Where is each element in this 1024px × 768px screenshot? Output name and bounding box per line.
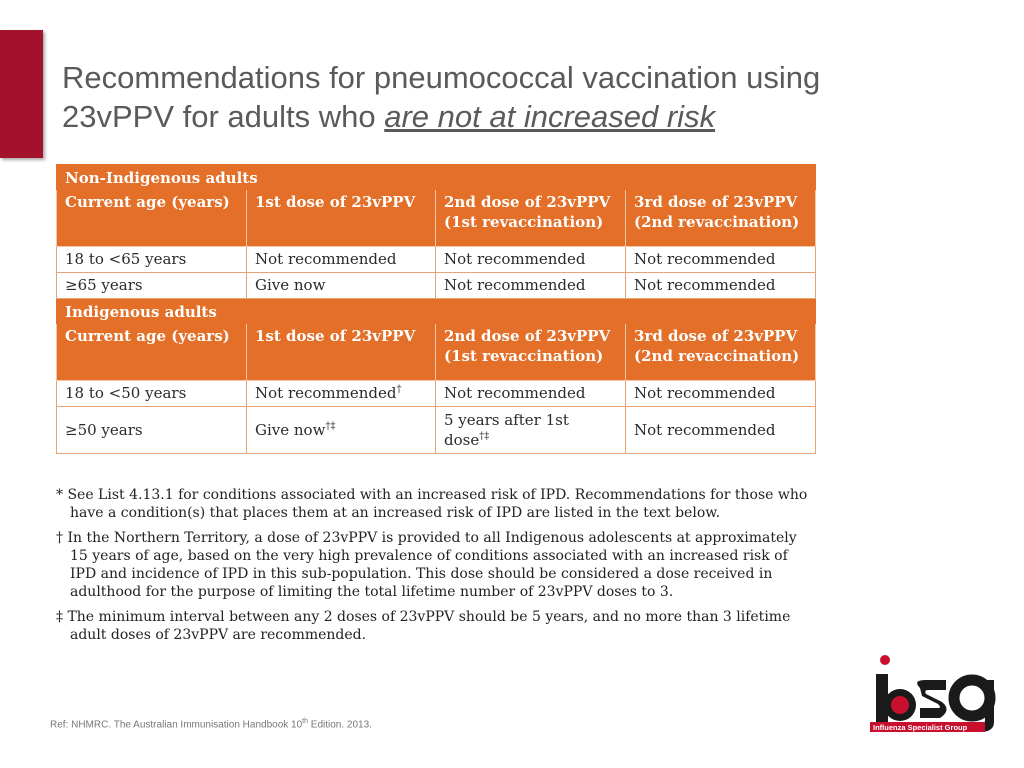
- vaccination-table: [56, 164, 816, 454]
- table-row: [57, 381, 816, 407]
- age-cell: ≥50 years: [57, 407, 247, 454]
- title-accent-bar: [0, 30, 43, 158]
- footnote-mark: †: [396, 384, 402, 395]
- column-header: 1st dose of 23vPPV: [247, 324, 436, 381]
- dose-3-cell: Not recommended: [626, 381, 816, 407]
- title-line-2: 23vPPV for adults who: [62, 99, 385, 134]
- dose-2-cell: [436, 381, 626, 407]
- dose-1-cell: [247, 381, 436, 407]
- column-header: Current age (years): [57, 190, 247, 247]
- reference-text-end: Edition. 2013.: [308, 719, 372, 731]
- dose-3-cell: Not recommended: [626, 407, 816, 454]
- column-header: 2nd dose of 23vPPV (1st revaccination): [436, 324, 626, 381]
- footnote-mark: †‡: [325, 421, 336, 432]
- reference-ordinal: th: [302, 718, 308, 725]
- dose-1-cell: [247, 273, 436, 299]
- title-emphasis: are not at increased risk: [384, 99, 716, 134]
- isg-logo: [860, 650, 1015, 740]
- dose-1-value: Not recommended: [255, 384, 397, 402]
- dose-2-value: Not recommended: [444, 276, 586, 294]
- age-cell: ≥65 years: [57, 273, 247, 299]
- slide-title: [62, 58, 962, 136]
- column-header: 1st dose of 23vPPV: [247, 190, 436, 247]
- footnote: † In the Northern Territory, a dose of 23vPPV is provided to all Indigenous adolescents at approximately 15 years of age, based on the very high prevalence of conditions associated with an increased risk of IPD and incidence of IPD in this sub-population. This dose should be considered a dose received in adulthood for the purpose of limiting the total lifetime number of 23vPPV doses to 3.: [56, 530, 797, 600]
- reference-citation: [50, 718, 372, 730]
- dose-2-cell: [436, 407, 626, 454]
- logo-dot-icon: [880, 655, 890, 665]
- group-header-row: [57, 165, 816, 190]
- dose-2-value: Not recommended: [444, 250, 586, 268]
- logo-tagline: Influenza Specialist Group: [873, 723, 968, 732]
- group-title: Indigenous adults: [57, 299, 816, 324]
- reference-text: Ref: NHMRC. The Australian Immunisation Handbook 10: [50, 719, 303, 731]
- dose-2-cell: [436, 273, 626, 299]
- title-line-1: Recommendations for pneumococcal vaccination using: [62, 60, 821, 95]
- footnote: ‡ The minimum interval between any 2 doses of 23vPPV should be 5 years, and no more than 3 lifetime adult doses of 23vPPV are recommended.: [56, 609, 791, 643]
- dose-3-cell: Not recommended: [626, 247, 816, 273]
- dose-3-cell: Not recommended: [626, 273, 816, 299]
- dose-1-value: Give now: [255, 421, 326, 439]
- dose-1-value: Not recommended: [255, 250, 397, 268]
- table-row: [57, 407, 816, 454]
- dose-1-cell: [247, 247, 436, 273]
- logo-letter-s: [917, 680, 946, 718]
- age-cell: 18 to <65 years: [57, 247, 247, 273]
- group-header-row: [57, 299, 816, 324]
- footnote: * See List 4.13.1 for conditions associated with an increased risk of IPD. Recommendations for those who have a condition(s) that places them at an increased risk of IPD are listed in the text below.: [56, 487, 808, 521]
- recommendation-table: [56, 164, 815, 454]
- column-header-row: [57, 324, 816, 381]
- dose-2-value: 5 years after 1st dose: [444, 411, 569, 449]
- column-header: Current age (years): [57, 324, 247, 381]
- footnotes: [56, 486, 816, 651]
- logo-letter-g-bowl: [954, 680, 990, 716]
- dose-2-value: Not recommended: [444, 384, 586, 402]
- dose-2-cell: [436, 247, 626, 273]
- column-header-row: [57, 190, 816, 247]
- table-row: [57, 247, 816, 273]
- column-header: 3rd dose of 23vPPV (2nd revaccination): [626, 324, 816, 381]
- dose-1-cell: [247, 407, 436, 454]
- table-row: [57, 273, 816, 299]
- group-title: Non-Indigenous adults: [57, 165, 816, 190]
- logo-globe-center: [891, 696, 909, 714]
- age-cell: 18 to <50 years: [57, 381, 247, 407]
- dose-1-value: Give now: [255, 276, 326, 294]
- column-header: 2nd dose of 23vPPV (1st revaccination): [436, 190, 626, 247]
- column-header: 3rd dose of 23vPPV (2nd revaccination): [626, 190, 816, 247]
- footnote-mark: †‡: [479, 431, 490, 442]
